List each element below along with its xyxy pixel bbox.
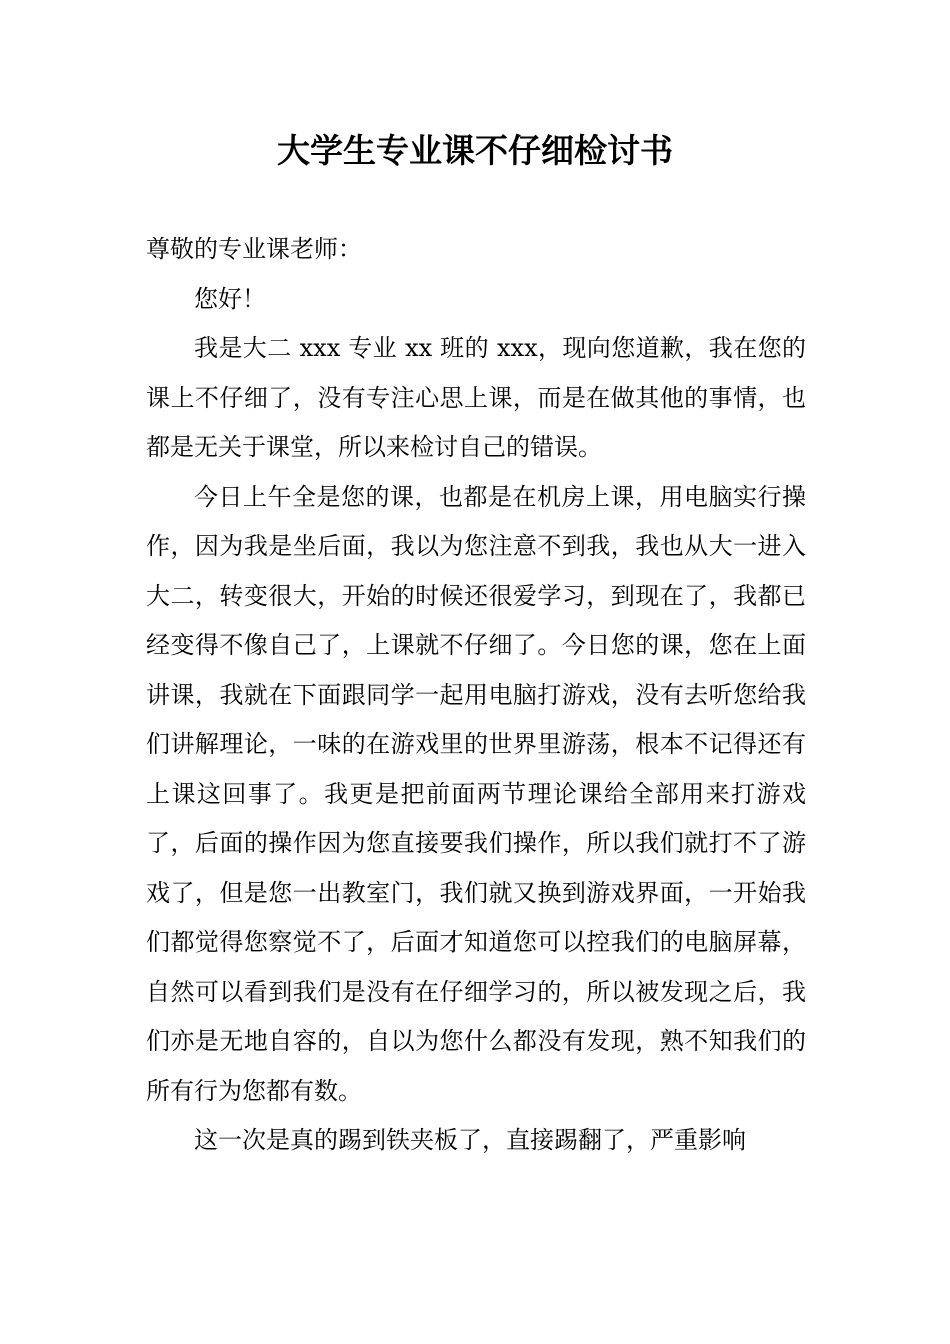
document-title: 大学生专业课不仔细检讨书 bbox=[277, 131, 673, 170]
greeting: 您好！ bbox=[194, 284, 266, 313]
document-body bbox=[146, 225, 806, 1166]
salutation: 尊敬的专业课老师： bbox=[146, 235, 362, 263]
paragraph-3: 这一次是真的踢到铁夹板了，直接踢翻了，严重影响 bbox=[194, 1126, 746, 1154]
paragraph-2: 今日上午全是您的课，也都是在机房上课，用电脑实行操作，因为我是坐后面，我以为您注意不到我，我也从大一进入大二，转变很大，开始的时候还很爱学习，到现在了，我都已经变得不像自己了，上课就不仔细了。今日您的课，您在上面讲课，我就在下面跟同学一起用电脑打游戏，没有去听您给我们讲解理论，一味的在游戏里的世界里游荡，根本不记得还有上课这回事了。我更是把前面两节理论课给全部用来打游戏了，后面的操作因为您直接要我们操作，所以我们就打不了游戏了，但是您一出教室门，我们就又换到游戏界面，一开始我们都觉得您察觉不了，后面才知道您可以控我们的电脑屏幕，自然可以看到我们是没有在仔细学习的，所以被发现之后，我们亦是无地自容的，自以为您什么都没有发现，熟不知我们的所有行为您都有数。 bbox=[146, 482, 806, 1105]
paragraph-1: 我是大二 xxx 专业 xx 班的 xxx，现向您道歉，我在您的课上不仔细了，没有专注心思上课，而是在做其他的事情，也都是无关于课堂，所以来检讨自己的错误。 bbox=[146, 334, 806, 461]
